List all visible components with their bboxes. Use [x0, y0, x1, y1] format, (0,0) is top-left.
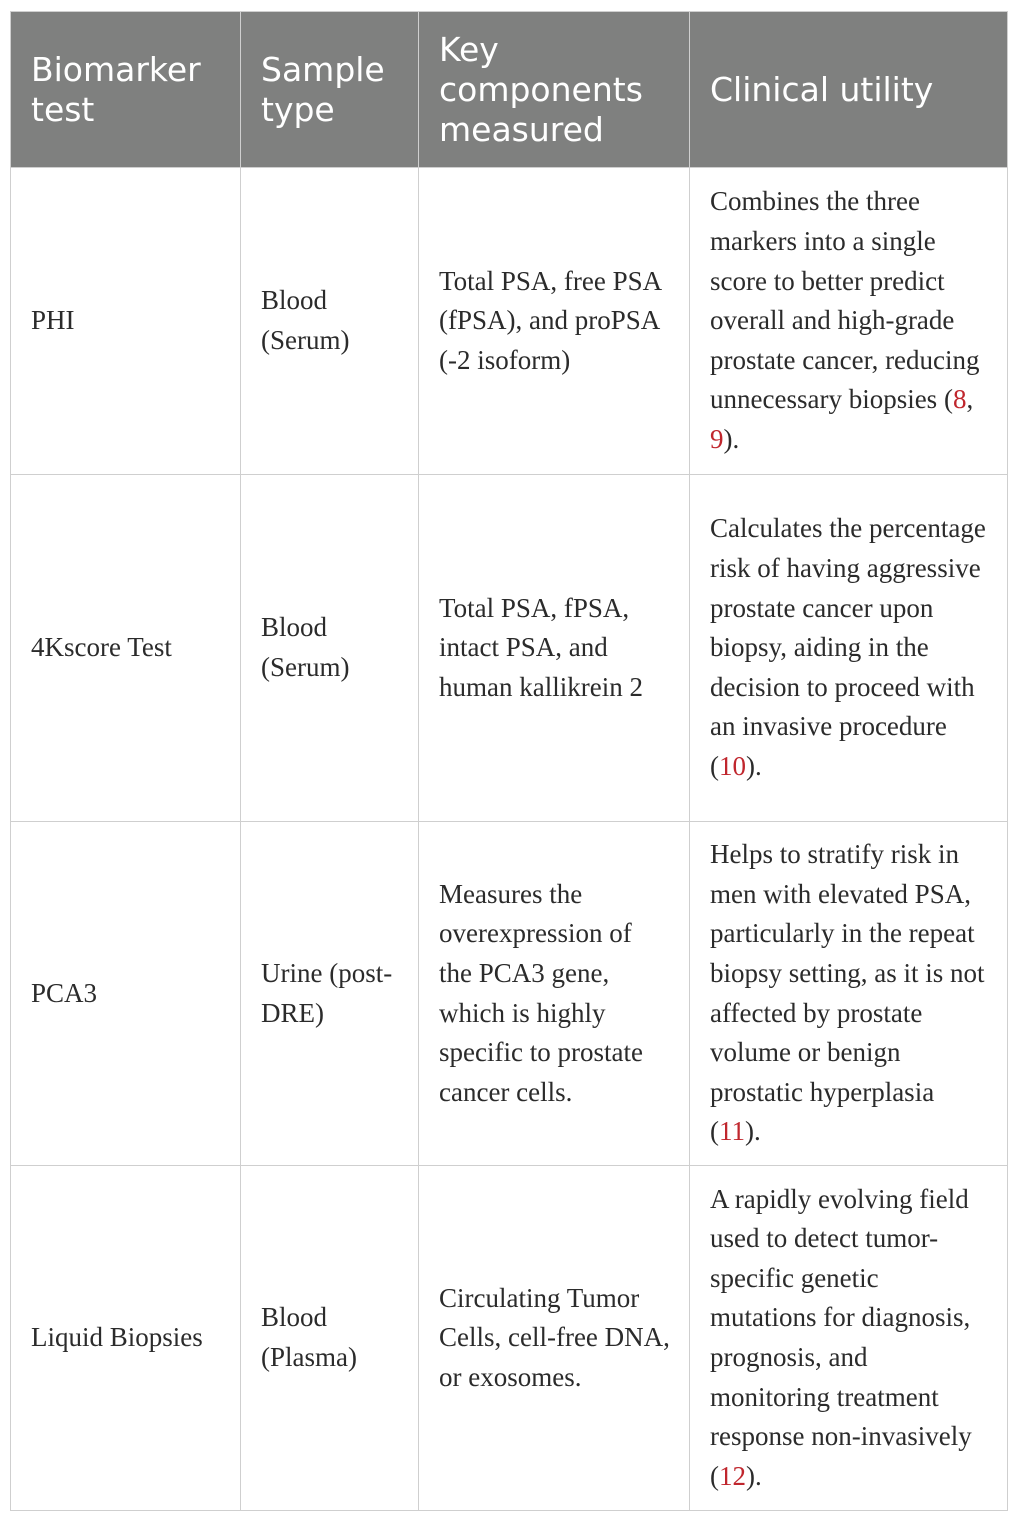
table-row [11, 822, 1008, 1166]
utility-end: ). [723, 423, 740, 454]
biomarker-table [10, 11, 1008, 1511]
reference-link[interactable]: 11 [719, 1116, 745, 1147]
cell-sample-type: Blood (Serum) [241, 168, 419, 475]
table-row [11, 475, 1008, 822]
utility-end: ). [746, 1460, 762, 1491]
reference-link[interactable]: 10 [719, 750, 746, 781]
utility-end: ). [745, 1116, 761, 1147]
table-row [11, 168, 1008, 475]
cell-sample-type: Urine (post-DRE) [241, 822, 419, 1166]
cell-biomarker-test: Liquid Biopsies [11, 1166, 241, 1511]
cell-clinical-utility [690, 822, 1008, 1166]
cell-biomarker-test: PHI [11, 168, 241, 475]
cell-clinical-utility [690, 168, 1008, 475]
header-clinical-utility: Clinical utility [690, 12, 1008, 168]
table-row [11, 1166, 1008, 1511]
reference-link[interactable]: 8 [952, 384, 967, 415]
cell-key-components: Total PSA, fPSA, intact PSA, and human kallikrein 2 [419, 475, 690, 822]
header-key-components: Key components measured [419, 12, 690, 168]
cell-biomarker-test: 4Kscore Test [11, 475, 241, 822]
cell-clinical-utility [690, 475, 1008, 822]
header-row [11, 12, 1008, 168]
cell-sample-type: Blood (Plasma) [241, 1166, 419, 1511]
cell-key-components: Circulating Tumor Cells, cell-free DNA, or exosomes. [419, 1166, 690, 1511]
cell-key-components: Measures the overexpression of the PCA3 gene, which is highly specific to prostate cancer cells. [419, 822, 690, 1166]
cell-biomarker-test: PCA3 [11, 822, 241, 1166]
utility-end: ). [746, 750, 762, 781]
utility-text: Combines the three markers into a single score to better predict overall and high-grade prostate cancer, reducing unnecessary biopsies ( [710, 186, 980, 415]
cell-key-components: Total PSA, free PSA (fPSA), and proPSA (-2 isoform) [419, 168, 690, 475]
cell-sample-type: Blood (Serum) [241, 475, 419, 822]
reference-link[interactable]: 9 [710, 423, 724, 454]
header-sample-type: Sample type [241, 12, 419, 168]
header-biomarker-test: Biomarker test [11, 12, 241, 168]
utility-text: Helps to stratify risk in men with elevated PSA, particularly in the repeat biopsy setting, as it is not affected by prostate volume or benign prostatic hyperplasia ( [710, 839, 985, 1147]
cell-clinical-utility [690, 1166, 1008, 1511]
utility-text: A rapidly evolving field used to detect tumor-specific genetic mutations for diagnosis, prognosis, and monitoring treatment response non-invasively ( [710, 1183, 972, 1491]
reference-link[interactable]: 12 [719, 1460, 746, 1491]
reference-separator: , [966, 384, 974, 415]
utility-text: Calculates the percentage risk of having aggressive prostate cancer upon biopsy, aiding in the decision to proceed with an invasive procedure ( [710, 513, 986, 781]
